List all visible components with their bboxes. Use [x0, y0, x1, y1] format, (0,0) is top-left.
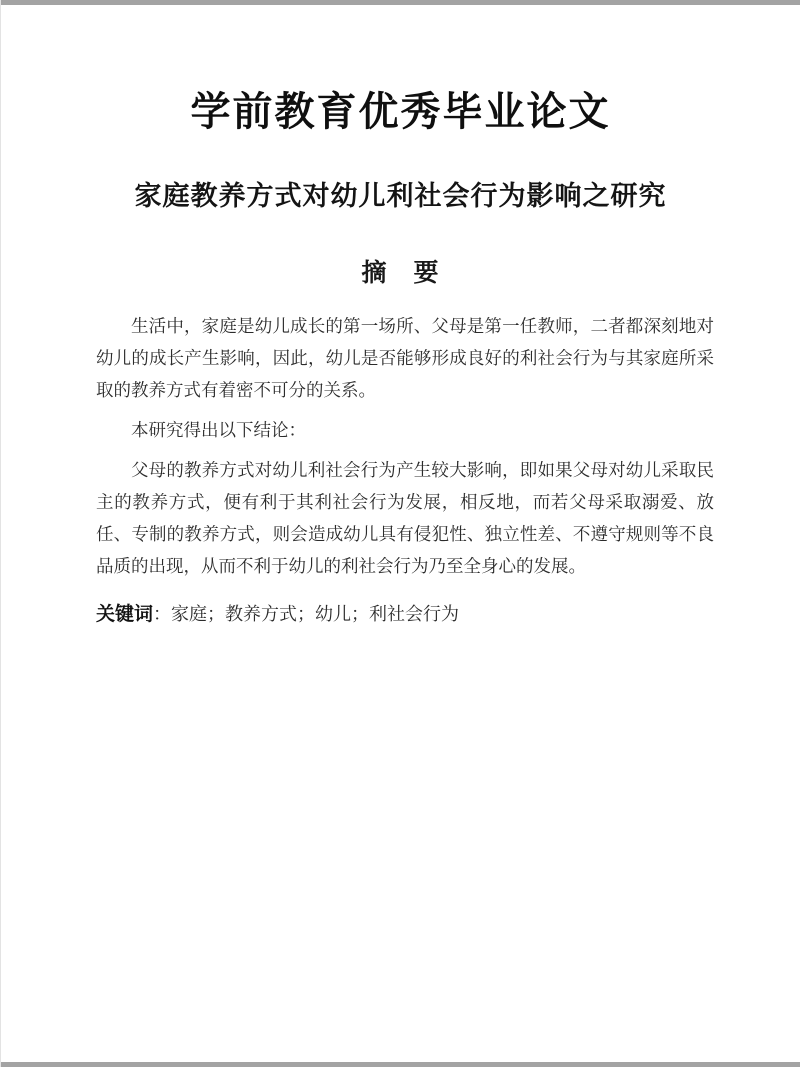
abstract-paragraph: 父母的教养方式对幼儿利社会行为产生较大影响，即如果父母对幼儿采取民主的教养方式，便有利于其利社会行为发展，相反地，而若父母采取溺爱、放任、专制的教养方式，则会造成幼儿具有侵犯性、独立性差、不遵守规则等不良品质的出现，从而不利于幼儿的利社会行为乃至全身心的发展。	[96, 460, 714, 577]
scan-edge-top	[1, 0, 800, 5]
scan-edge-bottom	[1, 1062, 800, 1067]
abstract-heading: 摘 要	[361, 259, 440, 288]
keywords-label: 关键词	[96, 604, 154, 626]
keywords-line	[96, 598, 705, 631]
abstract-paragraph: 本研究得出以下结论：	[131, 420, 306, 441]
abstract-paragraph: 生活中，家庭是幼儿成长的第一场所、父母是第一任教师，二者都深刻地对幼儿的成长产生影响，因此，幼儿是否能够形成良好的利社会行为与其家庭所采取的教养方式有着密不可分的关系。	[96, 316, 714, 401]
paper-title: 家庭教养方式对幼儿利社会行为影响之研究	[134, 181, 667, 211]
keywords-text: ：家庭；教养方式；幼儿；利社会行为	[153, 604, 460, 625]
page-title: 学前教育优秀毕业论文	[190, 90, 611, 134]
abstract-body	[96, 310, 714, 582]
